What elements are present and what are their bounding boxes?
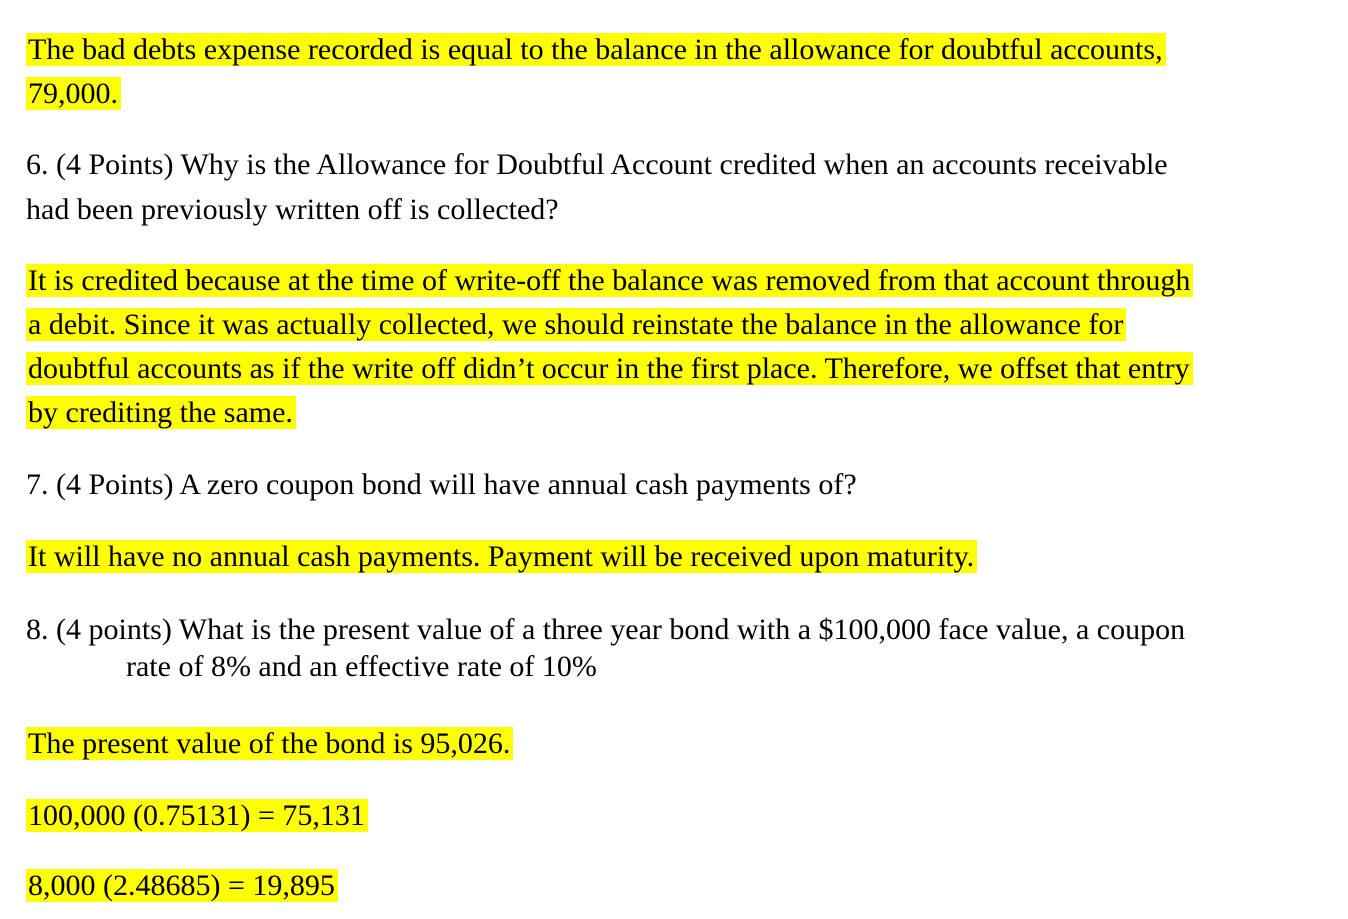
- answer-6-line-4: by crediting the same.: [26, 396, 296, 429]
- answer-8-calc-1: 100,000 (0.75131) = 75,131: [26, 799, 368, 832]
- answer-6-line-3: doubtful accounts as if the write off didn’t occur in the first place. Therefore, we offset that entry: [26, 352, 1193, 385]
- question-7-line-1: 7. (4 Points) A zero coupon bond will have annual cash payments of?: [26, 468, 857, 501]
- question-6-line-2: had been previously written off is collected?: [26, 193, 559, 226]
- answer-5-line-1: The bad debts expense recorded is equal to the balance in the allowance for doubtful accounts,: [26, 33, 1166, 66]
- answer-8-summary: The present value of the bond is 95,026.: [26, 727, 513, 760]
- question-8-line-2: rate of 8% and an effective rate of 10%: [126, 650, 597, 683]
- answer-7-line-1: It will have no annual cash payments. Payment will be received upon maturity.: [26, 540, 977, 573]
- answer-8-calc-2: 8,000 (2.48685) = 19,895: [26, 869, 338, 902]
- answer-6-line-1: It is credited because at the time of write-off the balance was removed from that account through: [26, 264, 1193, 297]
- answer-5-line-2: 79,000.: [26, 77, 121, 110]
- answer-6-line-2: a debit. Since it was actually collected, we should reinstate the balance in the allowance for: [26, 308, 1126, 341]
- question-6-line-1: 6. (4 Points) Why is the Allowance for Doubtful Account credited when an accounts receivable: [26, 148, 1168, 181]
- question-8-line-1: 8. (4 points) What is the present value of a three year bond with a $100,000 face value, a coupon: [26, 613, 1186, 646]
